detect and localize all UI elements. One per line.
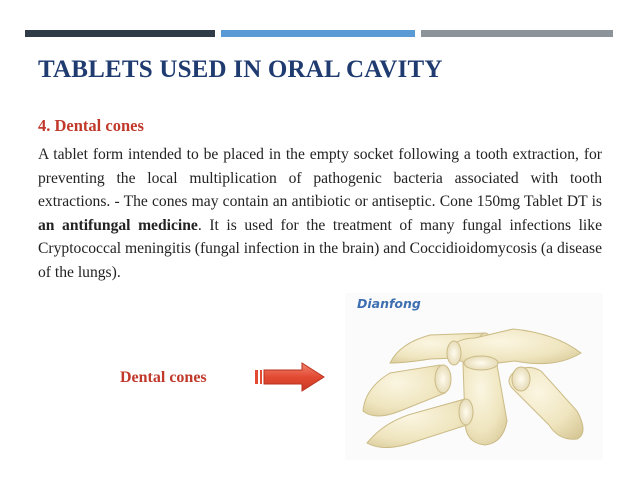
- body-text-part-1: A tablet form intended to be placed in the empty socket following a tooth extraction, for preventing the local multiplication of pathogenic bacteria associated with tooth extractions. - The cones may contain an antibiotic or antiseptic. Cone 150mg Tablet DT is: [38, 146, 602, 210]
- dental-cones-photo: [345, 293, 603, 460]
- header-bar-blue: [221, 30, 415, 37]
- body-text-bold: an antifungal medicine: [38, 216, 198, 234]
- body-text-part-2: . It is used for the treatment of many fungal infections like Cryptococcal meningitis (fungal infection in the brain) and Coccidioidomycosis (a disease of the lungs).: [38, 216, 602, 281]
- section-subtitle: 4. Dental cones: [38, 116, 144, 135]
- header-bar-dark: [25, 30, 215, 37]
- header-bar-gray: [421, 30, 613, 37]
- body-paragraph: [38, 143, 602, 284]
- dental-cone-6: [509, 367, 583, 439]
- photo-brand-watermark: Dianfong: [357, 296, 421, 311]
- image-caption: Dental cones: [120, 369, 207, 386]
- slide-title: TABLETS USED IN ORAL CAVITY: [38, 56, 443, 83]
- right-arrow-icon: [254, 361, 326, 393]
- dental-cones-illustration: [345, 293, 603, 460]
